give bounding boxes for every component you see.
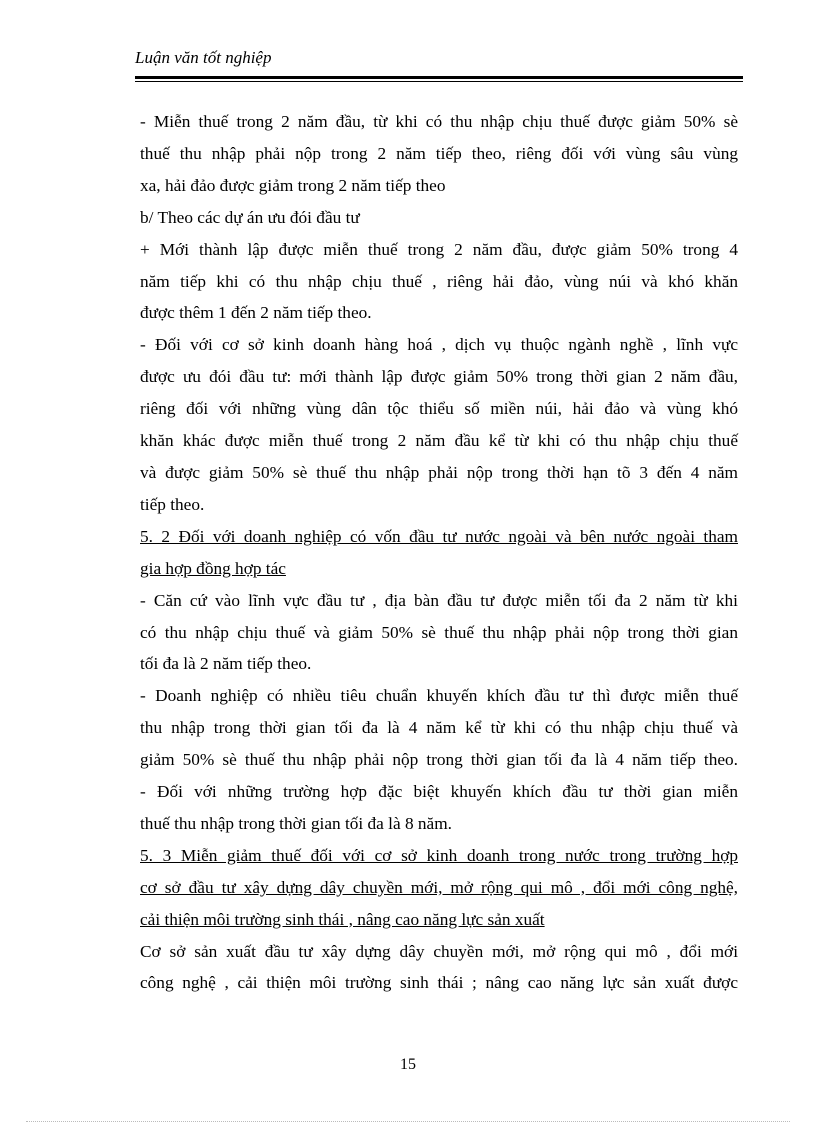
section-heading-5-3: cải thiện môi trường sinh thái , nâng cao năng lực sản xuất <box>140 909 545 929</box>
body-line: xa, hải đảo được giảm trong 2 năm tiếp theo <box>140 175 446 195</box>
body-line: tối đa là 2 năm tiếp theo. <box>140 654 312 674</box>
page-number: 15 <box>400 1056 416 1073</box>
section-heading-5-2: gia hợp đồng hợp tác <box>140 558 286 578</box>
section-heading-5-3: 5. 3 Miễn giảm thuế đối với cơ sở kinh doanh trong nước trong trường hợp <box>140 845 738 865</box>
header-rule-thin <box>135 81 743 82</box>
page-bottom-border <box>26 1121 790 1122</box>
section-heading: b/ Theo các dự án ưu đói đầu tư <box>140 207 360 227</box>
body-line: có thu nhập chịu thuế và giảm 50% sè thuế thu nhập phải nộp trong thời gian <box>140 622 738 642</box>
body-line: tiếp theo. <box>140 494 205 514</box>
body-line: khăn khác được miễn thuế trong 2 năm đầu kể từ khi có thu nhập chịu thuế <box>140 431 738 451</box>
body-line: được ưu đói đầu tư: mới thành lập được giảm 50% trong thời gian 2 năm đầu, <box>140 367 738 387</box>
page-body <box>140 106 738 999</box>
body-line: - Đối với cơ sở kinh doanh hàng hoá , dịch vụ thuộc ngành nghề , lĩnh vực <box>140 335 738 355</box>
body-line: thu nhập trong thời gian tối đa là 4 năm kể từ khi có thu nhập chịu thuế và <box>140 718 738 738</box>
body-line: - Đối với những trường hợp đặc biệt khuyến khích đầu tư thời gian miễn <box>140 782 738 802</box>
header-rule-thick <box>135 76 743 79</box>
section-heading-5-2: 5. 2 Đối với doanh nghiệp có vốn đầu tư nước ngoài và bên nước ngoài tham <box>140 526 738 546</box>
body-line: thuế thu nhập trong thời gian tối đa là 8 năm. <box>140 813 452 833</box>
body-line: và được giảm 50% sè thuế thu nhập phải nộp trong thời hạn tõ 3 đến 4 năm <box>140 462 738 482</box>
body-line: - Miễn thuế trong 2 năm đầu, từ khi có thu nhập chịu thuế được giảm 50% sè <box>140 112 738 131</box>
body-line: năm tiếp khi có thu nhập chịu thuế , riêng hải đảo, vùng núi và khó khăn <box>140 271 738 291</box>
body-line: giảm 50% sè thuế thu nhập phải nộp trong thời gian tối đa là 4 năm tiếp theo. <box>140 750 738 770</box>
body-line: + Mới thành lập được miễn thuế trong 2 năm đầu, được giảm 50% trong 4 <box>140 239 738 259</box>
running-header: Luận văn tốt nghiệp <box>135 48 272 67</box>
body-line: - Căn cứ vào lĩnh vực đầu tư , địa bàn đầu tư được miễn tối đa 2 năm từ khi <box>140 590 738 610</box>
body-line: được thêm 1 đến 2 năm tiếp theo. <box>140 303 372 323</box>
body-line: thuế thu nhập phải nộp trong 2 năm tiếp theo, riêng đối với vùng sâu vùng <box>140 143 738 163</box>
body-line: công nghệ , cải thiện môi trường sinh thái ; nâng cao năng lực sản xuất được <box>140 973 738 993</box>
body-line: - Doanh nghiệp có nhiều tiêu chuẩn khuyến khích đầu tư thì được miễn thuế <box>140 686 738 706</box>
body-line: riêng đối với những vùng dân tộc thiểu số miền núi, hải đảo và vùng khó <box>140 399 738 419</box>
body-line: Cơ sở sản xuất đầu tư xây dựng dây chuyền mới, mở rộng qui mô , đổi mới <box>140 941 738 961</box>
section-heading-5-3: cơ sở đầu tư xây dựng dây chuyền mới, mở rộng qui mô , đổi mới công nghệ, <box>140 877 738 897</box>
